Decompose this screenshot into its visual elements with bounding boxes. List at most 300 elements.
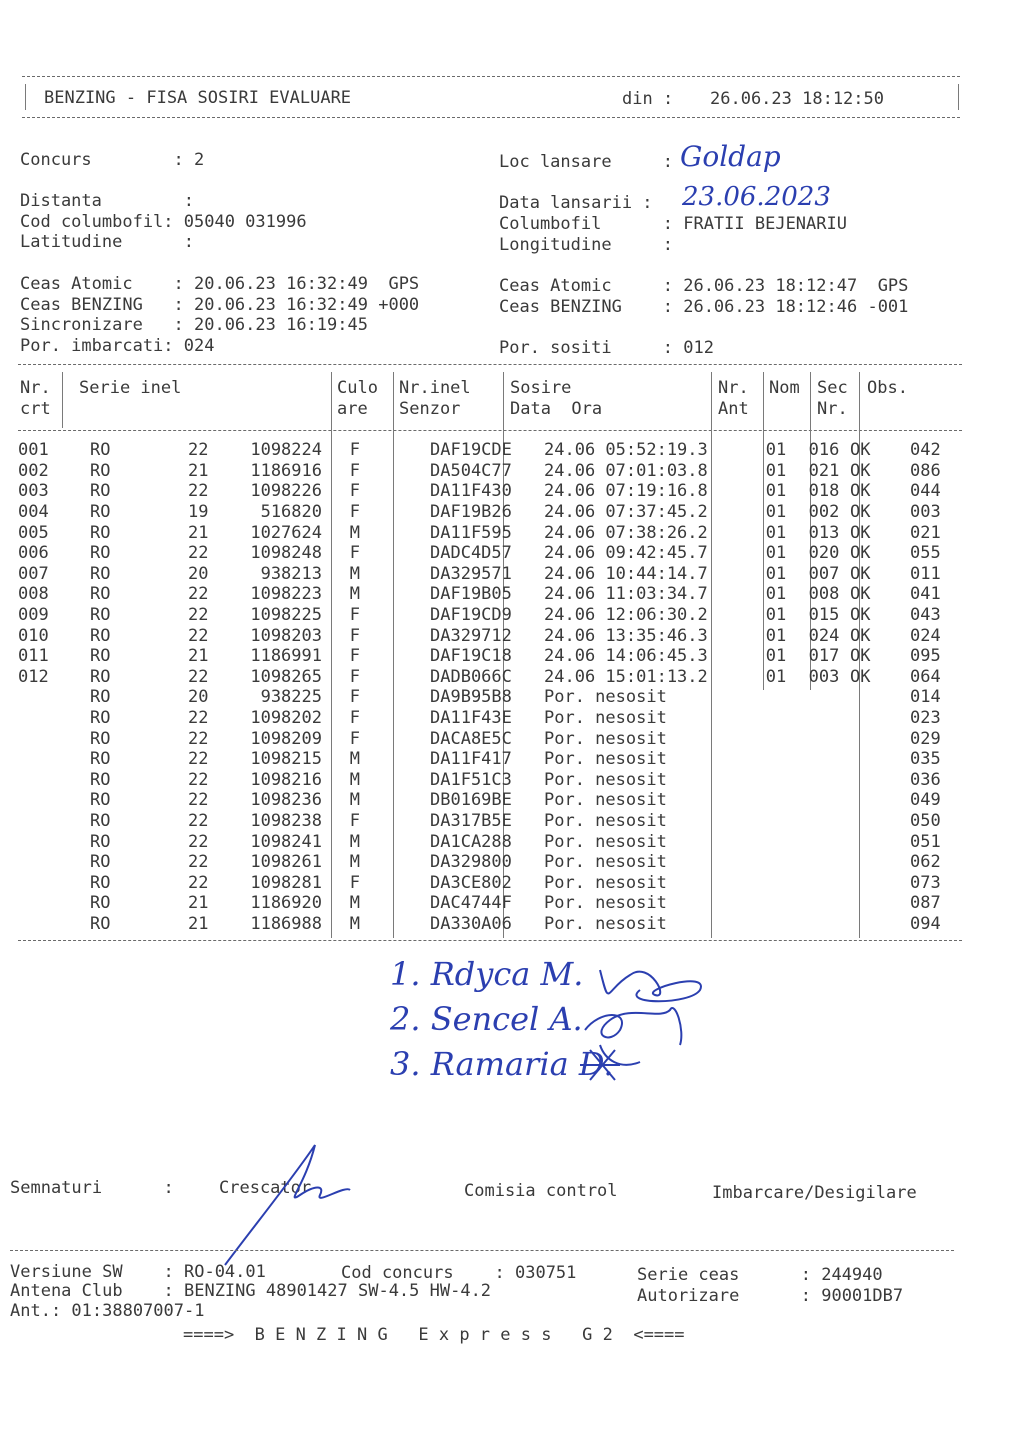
- row-arrival: Por. nesosit: [544, 749, 667, 770]
- row-culoare: [364, 852, 428, 873]
- columbofil-field: Columbofil : FRATII BEJENARIU: [499, 214, 847, 234]
- row-sec: OK: [850, 605, 871, 626]
- row-antenna: 01: [765, 440, 787, 461]
- document-title: BENZING - FISA SOSIRI EVALUARE: [44, 88, 352, 108]
- row-arrival: Por. nesosit: [544, 687, 667, 708]
- row-arrival: 24.06 05:52:19.3: [544, 440, 708, 461]
- row-chip: DAF19CDE: [430, 440, 512, 461]
- table-row: [18, 687, 970, 708]
- row-nom: [802, 728, 846, 749]
- row-obs: 011: [910, 563, 941, 584]
- row-ring-number: 938213: [260, 563, 322, 584]
- row-arrival: 24.06 12:06:30.2: [544, 605, 708, 626]
- header-serie-inel: Serie inel: [79, 378, 182, 398]
- row-sec: [846, 914, 902, 935]
- row-country: RO: [90, 852, 111, 873]
- row-sex: F: [349, 481, 360, 502]
- row-nom: [802, 811, 846, 832]
- row-ring-number: 1098224: [250, 440, 322, 461]
- latitudine-field: Latitudine :: [20, 232, 194, 252]
- row-nr: 002: [18, 460, 49, 481]
- row-obs: 024: [910, 625, 941, 646]
- row-antenna: 01: [765, 502, 787, 523]
- row-obs: 014: [910, 687, 941, 708]
- row-obs: 087: [910, 893, 941, 914]
- row-sec: OK: [850, 563, 871, 584]
- header-culoare-2: are: [337, 399, 368, 419]
- row-culoare: [364, 914, 428, 935]
- row-nom: 021: [808, 460, 840, 481]
- row-sex: M: [349, 790, 360, 811]
- row-ring-number: 1098225: [250, 605, 322, 626]
- row-sec: [846, 749, 902, 770]
- row-nom: 017: [808, 646, 840, 667]
- row-antenna: 01: [765, 646, 787, 667]
- row-nr: [18, 749, 62, 770]
- row-nom: 020: [808, 543, 840, 564]
- loc-lansare-label: Loc lansare :: [499, 152, 673, 172]
- row-nr: 010: [18, 625, 49, 646]
- row-ring-number: 1098203: [250, 625, 322, 646]
- table-row: [18, 481, 970, 502]
- row-arrival: Por. nesosit: [544, 893, 667, 914]
- row-chip: DACA8E5C: [430, 728, 512, 749]
- row-nom: [802, 708, 846, 729]
- row-country: RO: [90, 563, 111, 584]
- row-year: 22: [188, 481, 209, 502]
- concurs-field: Concurs : 2: [20, 150, 205, 170]
- distanta-field: Distanta :: [20, 191, 194, 211]
- row-chip: DA11F43E: [430, 708, 512, 729]
- row-country: RO: [90, 810, 111, 831]
- row-ring-number: 1098202: [250, 708, 322, 729]
- row-year: 22: [188, 584, 209, 605]
- header-sosire-1: Sosire: [510, 378, 572, 398]
- row-ring-number: 516820: [260, 502, 322, 523]
- semnaturi-label: Semnaturi :: [10, 1178, 174, 1198]
- row-arrival: Por. nesosit: [544, 913, 667, 934]
- table-row: [18, 564, 970, 585]
- row-sex: F: [349, 605, 360, 626]
- row-sec: [846, 708, 902, 729]
- commission-signatures-drawing: [560, 950, 730, 1090]
- row-nr: 008: [18, 584, 49, 605]
- row-arrival: 24.06 10:44:14.7: [544, 563, 708, 584]
- row-sec: OK: [850, 584, 871, 605]
- cod-concurs: Cod concurs : 030751: [341, 1263, 577, 1283]
- row-year: 21: [188, 522, 209, 543]
- row-antenna: 01: [765, 522, 787, 543]
- row-ring-number: 1098216: [250, 769, 322, 790]
- commission-member-3: 3. Ramaria D.: [390, 1045, 614, 1083]
- row-obs: 055: [910, 543, 941, 564]
- row-nr: [18, 831, 62, 852]
- row-obs: 049: [910, 790, 941, 811]
- cod-columbofil-field: Cod columbofil: 05040 031996: [20, 212, 307, 232]
- row-sec: OK: [850, 460, 871, 481]
- row-antenna: 01: [765, 481, 787, 502]
- row-sec: OK: [850, 522, 871, 543]
- data-lansarii-handwritten: 23.06.2023: [682, 182, 831, 212]
- table-row: [18, 522, 970, 543]
- row-year: 22: [188, 666, 209, 687]
- row-antenna: [750, 811, 802, 832]
- ceas-benzing-start: Ceas BENZING : 20.06.23 16:32:49 +000: [20, 295, 420, 315]
- row-year: 22: [188, 831, 209, 852]
- row-arrival: 24.06 07:38:26.2: [544, 522, 708, 543]
- row-country: RO: [90, 831, 111, 852]
- table-top-border: [18, 364, 962, 365]
- row-nr: [18, 708, 62, 729]
- loc-lansare-handwritten: Goldap: [680, 140, 781, 173]
- row-culoare: [364, 461, 428, 482]
- row-ring-number: 1098215: [250, 749, 322, 770]
- table-row: [18, 708, 970, 729]
- row-country: RO: [90, 769, 111, 790]
- imbarcare-desigilare-label: Imbarcare/Desigilare: [712, 1183, 917, 1203]
- row-sec: [846, 687, 902, 708]
- row-sex: M: [349, 522, 360, 543]
- header-nom: Nom: [769, 378, 800, 398]
- row-ring-number: 1027624: [250, 522, 322, 543]
- row-nr: 007: [18, 563, 49, 584]
- row-culoare: [364, 708, 428, 729]
- row-antenna: 01: [765, 584, 787, 605]
- arrivals-table: [18, 440, 970, 934]
- row-arrival: Por. nesosit: [544, 810, 667, 831]
- row-sex: F: [349, 687, 360, 708]
- row-chip: DADB066C: [430, 666, 512, 687]
- table-bottom-border: [18, 940, 962, 941]
- row-chip: DA329571: [430, 563, 512, 584]
- row-arrival: Por. nesosit: [544, 872, 667, 893]
- row-sec: [846, 728, 902, 749]
- row-country: RO: [90, 790, 111, 811]
- header-ant-1: Nr.: [718, 378, 749, 398]
- row-country: RO: [90, 749, 111, 770]
- row-chip: DAF19C18: [430, 646, 512, 667]
- header-sec-1: Sec: [817, 378, 848, 398]
- row-sex: F: [349, 708, 360, 729]
- row-sec: OK: [850, 502, 871, 523]
- col-divider-nr: [62, 372, 63, 428]
- row-antenna: 01: [765, 563, 787, 584]
- row-nr: [18, 872, 62, 893]
- row-ring-number: 1098236: [250, 790, 322, 811]
- row-arrival: 24.06 11:03:34.7: [544, 584, 708, 605]
- row-year: 22: [188, 769, 209, 790]
- row-culoare: [364, 872, 428, 893]
- row-obs: 086: [910, 460, 941, 481]
- row-nr: [18, 811, 62, 832]
- row-ring-number: 1098265: [250, 666, 322, 687]
- row-antenna: [750, 831, 802, 852]
- row-country: RO: [90, 913, 111, 934]
- row-antenna: [750, 914, 802, 935]
- row-year: 22: [188, 810, 209, 831]
- row-antenna: [750, 852, 802, 873]
- row-ring-number: 1098226: [250, 481, 322, 502]
- header-nrinel-2: Senzor: [399, 399, 461, 419]
- row-sex: M: [349, 769, 360, 790]
- row-year: 22: [188, 708, 209, 729]
- row-nom: 016: [808, 440, 840, 461]
- row-culoare: [364, 481, 428, 502]
- row-obs: 036: [910, 769, 941, 790]
- row-year: 21: [188, 913, 209, 934]
- row-sec: [846, 893, 902, 914]
- row-chip: DA9B95B8: [430, 687, 512, 708]
- row-arrival: 24.06 14:06:45.3: [544, 646, 708, 667]
- row-country: RO: [90, 666, 111, 687]
- row-culoare: [364, 605, 428, 626]
- row-culoare: [364, 811, 428, 832]
- table-row: [18, 605, 970, 626]
- row-nom: [802, 872, 846, 893]
- row-sec: OK: [850, 440, 871, 461]
- row-year: 21: [188, 893, 209, 914]
- row-chip: DA329800: [430, 852, 512, 873]
- row-ring-number: 1098241: [250, 831, 322, 852]
- header-culoare-1: Culo: [337, 378, 378, 398]
- ceas-atomic-end: Ceas Atomic : 26.06.23 18:12:47 GPS: [499, 276, 909, 296]
- row-sex: M: [349, 584, 360, 605]
- row-chip: DA317B5E: [430, 810, 512, 831]
- row-sec: OK: [850, 646, 871, 667]
- row-antenna: [750, 708, 802, 729]
- row-antenna: 01: [765, 625, 787, 646]
- table-row: [18, 770, 970, 791]
- row-culoare: [364, 440, 428, 461]
- row-chip: DA3CE802: [430, 872, 512, 893]
- row-sex: F: [349, 543, 360, 564]
- table-row: [18, 749, 970, 770]
- por-sositi-field: Por. sositi : 012: [499, 338, 714, 358]
- row-nr: [18, 728, 62, 749]
- row-antenna: [750, 770, 802, 791]
- comisia-control-label: Comisia control: [464, 1181, 618, 1201]
- row-culoare: [364, 893, 428, 914]
- row-nr: 003: [18, 481, 49, 502]
- ant-id: Ant.: 01:38807007-1: [10, 1301, 205, 1321]
- table-row: [18, 852, 970, 873]
- row-chip: DA1F51C3: [430, 769, 512, 790]
- row-year: 20: [188, 687, 209, 708]
- row-culoare: [364, 543, 428, 564]
- row-nr: 006: [18, 543, 49, 564]
- row-sex: F: [349, 872, 360, 893]
- row-nr: 001: [18, 440, 49, 461]
- row-chip: DA504C77: [430, 460, 512, 481]
- row-country: RO: [90, 728, 111, 749]
- row-year: 22: [188, 543, 209, 564]
- row-nom: [802, 831, 846, 852]
- ceas-atomic-start: Ceas Atomic : 20.06.23 16:32:49 GPS: [20, 274, 420, 294]
- row-year: 19: [188, 502, 209, 523]
- row-sex: F: [349, 810, 360, 831]
- header-ant-2: Ant: [718, 399, 749, 419]
- row-arrival: 24.06 09:42:45.7: [544, 543, 708, 564]
- header-nrinel-1: Nr.inel: [399, 378, 471, 398]
- row-country: RO: [90, 646, 111, 667]
- row-country: RO: [90, 872, 111, 893]
- row-year: 22: [188, 440, 209, 461]
- row-culoare: [364, 625, 428, 646]
- row-nom: 007: [808, 563, 840, 584]
- row-year: 22: [188, 625, 209, 646]
- row-sex: M: [349, 749, 360, 770]
- row-ring-number: 1098238: [250, 810, 322, 831]
- row-obs: 043: [910, 605, 941, 626]
- row-chip: DA1CA288: [430, 831, 512, 852]
- row-nr: [18, 790, 62, 811]
- row-sex: F: [349, 460, 360, 481]
- row-obs: 023: [910, 708, 941, 729]
- row-nom: 003: [808, 666, 840, 687]
- row-year: 21: [188, 646, 209, 667]
- table-row: [18, 893, 970, 914]
- row-chip: DA11F417: [430, 749, 512, 770]
- header-obs: Obs.: [867, 378, 908, 398]
- row-chip: DAF19B05: [430, 584, 512, 605]
- row-sex: M: [349, 852, 360, 873]
- row-nr: [18, 770, 62, 791]
- serie-ceas: Serie ceas : 244940: [637, 1265, 883, 1285]
- row-obs: 064: [910, 666, 941, 687]
- header-left-border: [25, 84, 26, 110]
- table-row: [18, 584, 970, 605]
- row-sex: M: [349, 893, 360, 914]
- crescator-label: Crescator: [219, 1178, 312, 1198]
- row-year: 20: [188, 563, 209, 584]
- row-chip: DAF19B26: [430, 502, 512, 523]
- row-sex: F: [349, 440, 360, 461]
- row-sex: F: [349, 646, 360, 667]
- row-culoare: [364, 687, 428, 708]
- row-sex: M: [349, 563, 360, 584]
- row-country: RO: [90, 687, 111, 708]
- row-culoare: [364, 522, 428, 543]
- row-obs: 003: [910, 502, 941, 523]
- row-antenna: [750, 749, 802, 770]
- row-obs: 095: [910, 646, 941, 667]
- ceas-benzing-end: Ceas BENZING : 26.06.23 18:12:46 -001: [499, 297, 909, 317]
- row-country: RO: [90, 440, 111, 461]
- row-ring-number: 1098223: [250, 584, 322, 605]
- table-row: [18, 728, 970, 749]
- row-sec: [846, 790, 902, 811]
- row-antenna: [750, 790, 802, 811]
- row-ring-number: 1098209: [250, 728, 322, 749]
- por-imbarcati-field: Por. imbarcati: 024: [20, 336, 215, 356]
- row-chip: DB0169BE: [430, 790, 512, 811]
- row-arrival: Por. nesosit: [544, 852, 667, 873]
- footer-top-border: [10, 1250, 954, 1251]
- header-top-border: [22, 76, 960, 77]
- row-ring-number: 1098248: [250, 543, 322, 564]
- row-sec: [846, 852, 902, 873]
- row-sex: F: [349, 625, 360, 646]
- row-antenna: [750, 728, 802, 749]
- row-sec: OK: [850, 625, 871, 646]
- row-chip: DA11F430: [430, 481, 512, 502]
- table-row: [18, 811, 970, 832]
- table-row: [18, 667, 970, 688]
- row-sex: F: [349, 502, 360, 523]
- sincronizare-field: Sincronizare : 20.06.23 16:19:45: [20, 315, 368, 335]
- row-year: 22: [188, 790, 209, 811]
- table-header-bottom-border: [18, 430, 962, 431]
- header-date-value: 26.06.23 18:12:50: [710, 89, 884, 109]
- row-country: RO: [90, 893, 111, 914]
- row-nom: [802, 852, 846, 873]
- benzing-express-banner: ====> B E N Z I N G E x p r e s s G 2 <====: [183, 1325, 685, 1345]
- row-nr: 012: [18, 666, 49, 687]
- row-country: RO: [90, 502, 111, 523]
- row-culoare: [364, 667, 428, 688]
- row-arrival: Por. nesosit: [544, 831, 667, 852]
- row-year: 21: [188, 460, 209, 481]
- versiune-sw: Versiune SW : RO-04.01: [10, 1262, 266, 1282]
- row-arrival: Por. nesosit: [544, 769, 667, 790]
- row-nr: 004: [18, 502, 49, 523]
- header-bottom-border: [22, 117, 960, 118]
- row-nr: [18, 914, 62, 935]
- table-row: [18, 625, 970, 646]
- row-sec: OK: [850, 543, 871, 564]
- row-sec: [846, 831, 902, 852]
- row-obs: 073: [910, 872, 941, 893]
- row-obs: 035: [910, 749, 941, 770]
- row-year: 22: [188, 749, 209, 770]
- longitudine-field: Longitudine :: [499, 235, 673, 255]
- row-antenna: 01: [765, 543, 787, 564]
- row-ring-number: 1186988: [250, 913, 322, 934]
- row-country: RO: [90, 605, 111, 626]
- row-year: 22: [188, 852, 209, 873]
- row-obs: 021: [910, 522, 941, 543]
- row-chip: DA11F595: [430, 522, 512, 543]
- row-ring-number: 1186920: [250, 893, 322, 914]
- row-nom: [802, 687, 846, 708]
- row-nom: [802, 893, 846, 914]
- row-sex: F: [349, 666, 360, 687]
- row-year: 22: [188, 605, 209, 626]
- autorizare: Autorizare : 90001DB7: [637, 1286, 904, 1306]
- row-obs: 041: [910, 584, 941, 605]
- row-obs: 050: [910, 810, 941, 831]
- crescator-signature-drawing: [205, 1135, 365, 1275]
- row-antenna: [750, 687, 802, 708]
- row-culoare: [364, 646, 428, 667]
- row-country: RO: [90, 460, 111, 481]
- row-country: RO: [90, 584, 111, 605]
- table-row: [18, 872, 970, 893]
- table-row: [18, 502, 970, 523]
- row-nr: [18, 687, 62, 708]
- row-ring-number: 1098261: [250, 852, 322, 873]
- arrivals-table-body: [18, 440, 970, 934]
- row-chip: DA329712: [430, 625, 512, 646]
- row-country: RO: [90, 708, 111, 729]
- row-nom: [802, 914, 846, 935]
- row-culoare: [364, 770, 428, 791]
- row-arrival: Por. nesosit: [544, 790, 667, 811]
- table-row: [18, 543, 970, 564]
- row-arrival: 24.06 13:35:46.3: [544, 625, 708, 646]
- row-nom: 018: [808, 481, 840, 502]
- row-nom: 008: [808, 584, 840, 605]
